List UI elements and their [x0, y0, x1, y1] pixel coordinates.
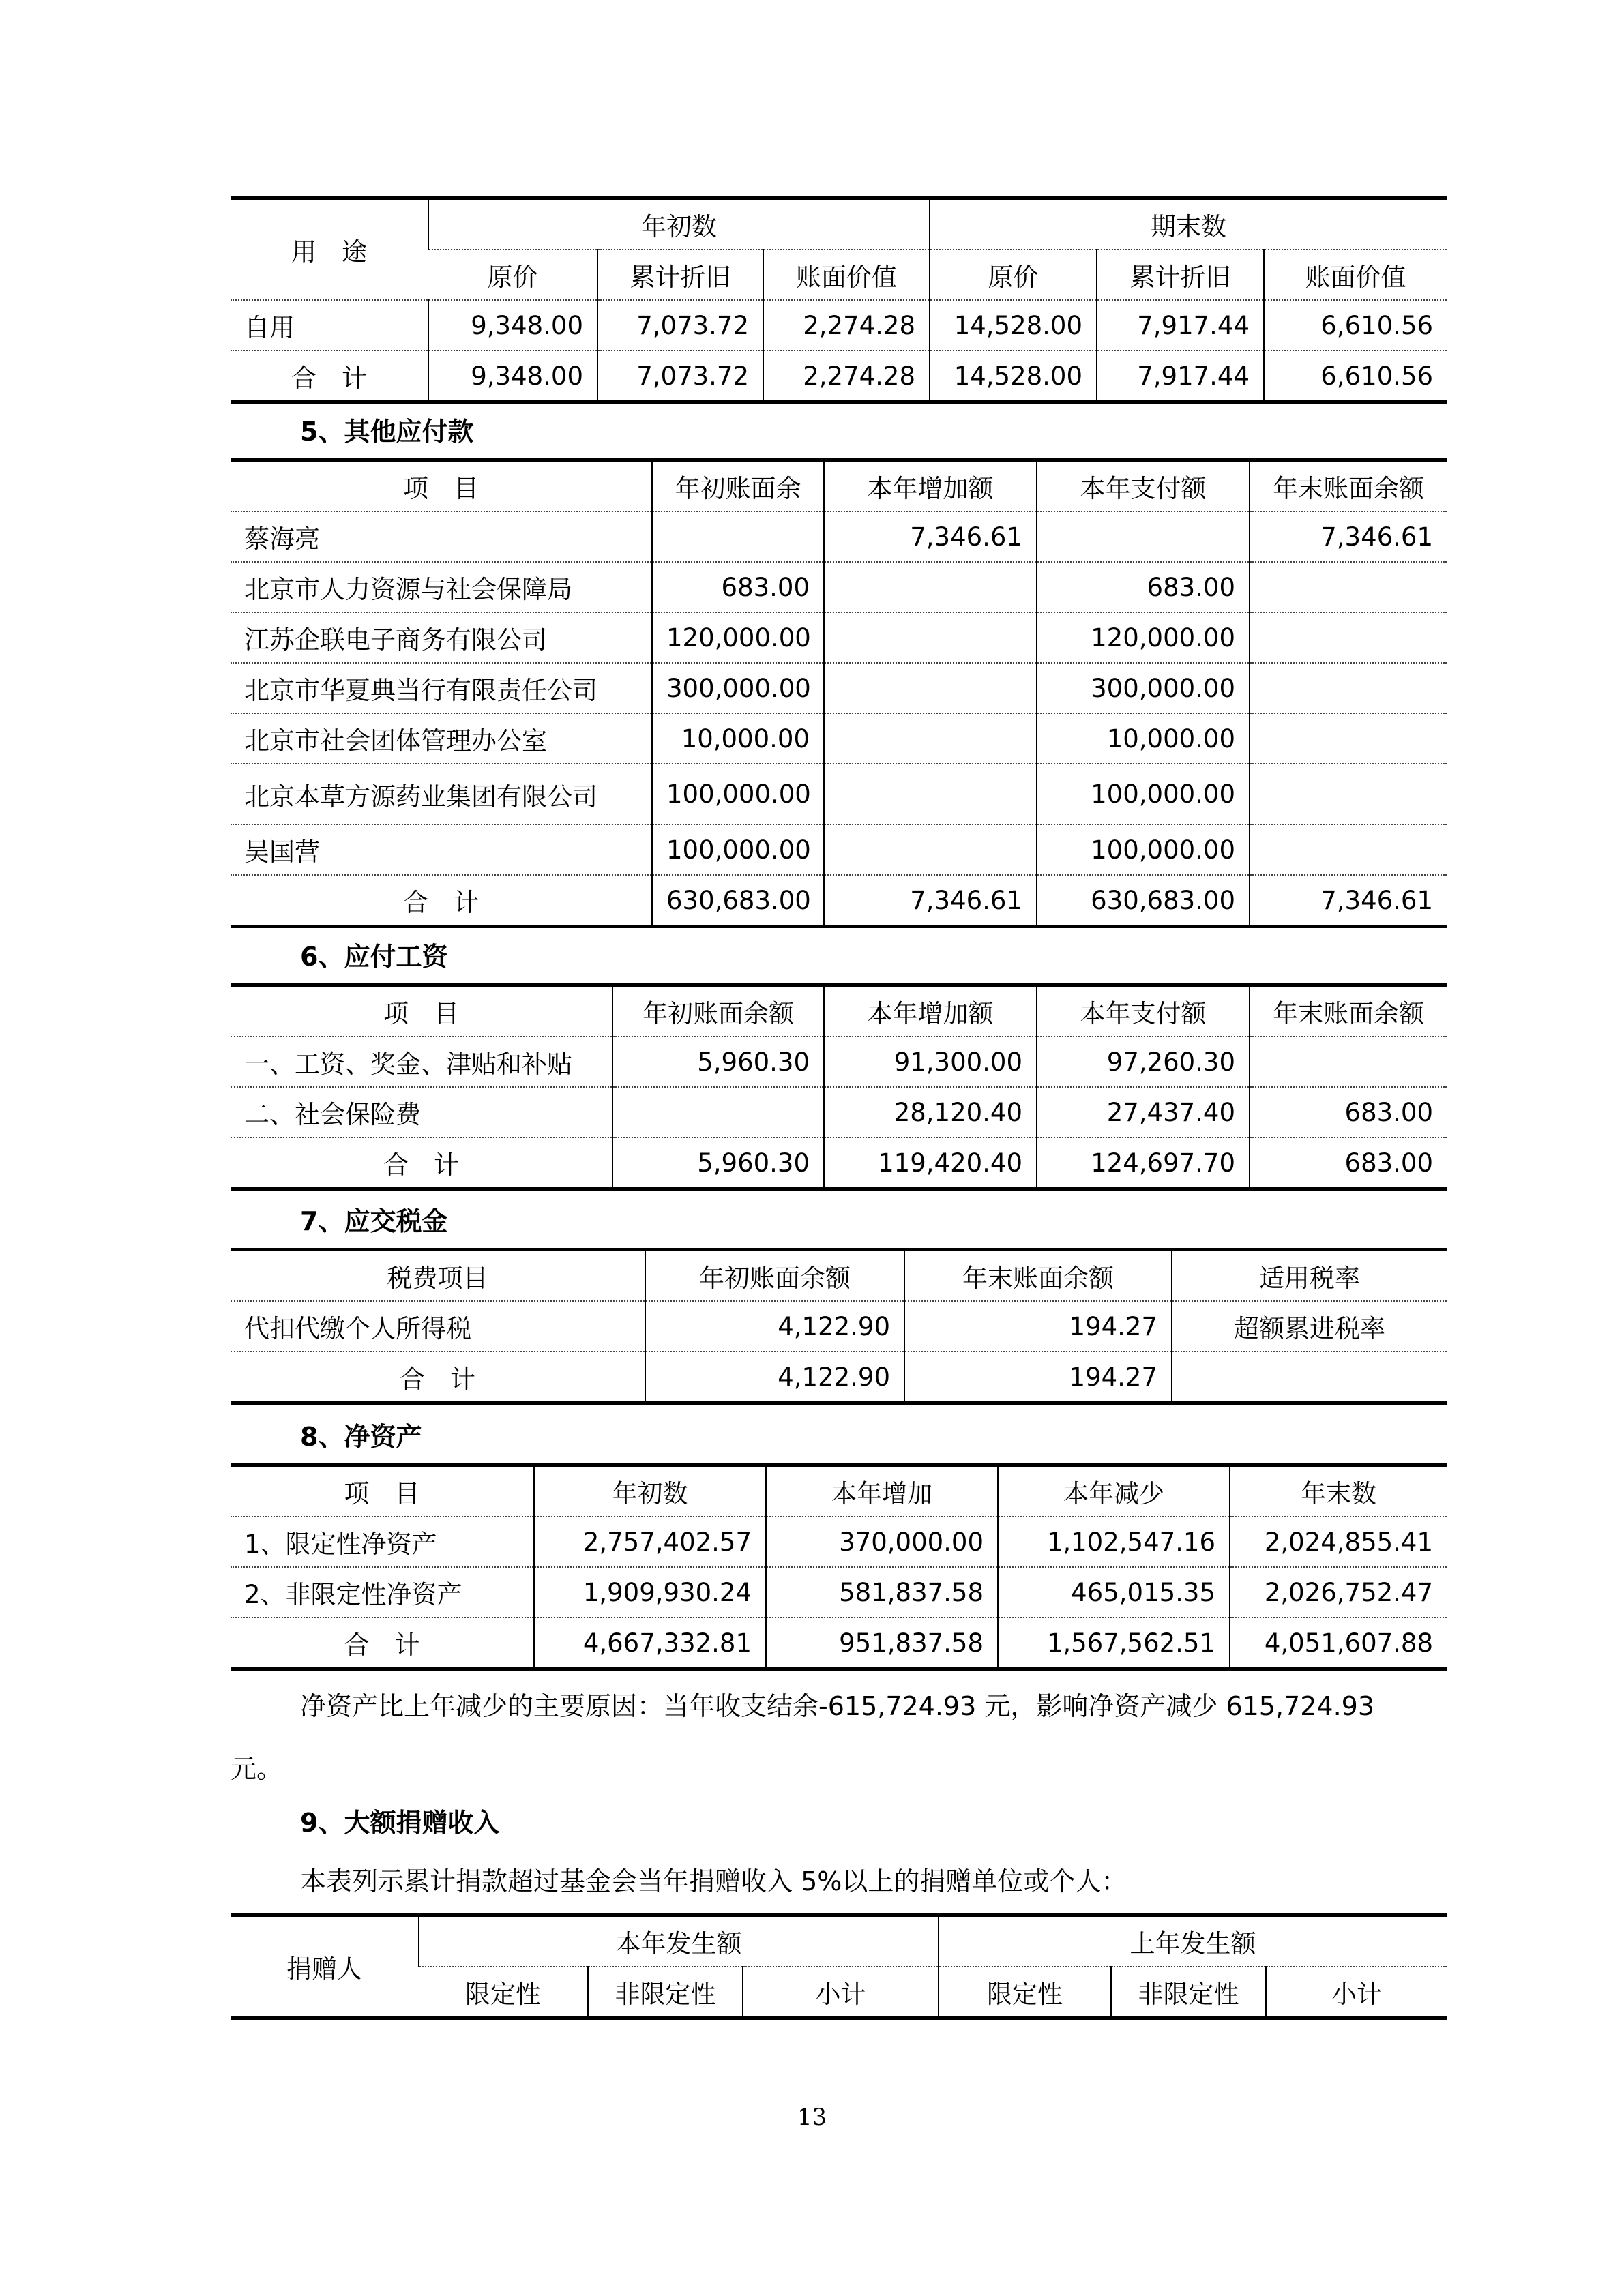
table-cell [1250, 764, 1447, 824]
row-label: 一、工资、奖金、津贴和补贴 [231, 1037, 612, 1087]
section-other-payables [231, 405, 1447, 928]
table-cell: 124,697.70 [1037, 1137, 1250, 1189]
section-wages-payable [231, 930, 1447, 1191]
table-cell: 120,000.00 [1037, 612, 1250, 663]
table-row [231, 1517, 1447, 1567]
table-cell: 194.27 [904, 1301, 1172, 1352]
net-assets-table [231, 1463, 1447, 1671]
table-row [231, 1037, 1447, 1087]
table-cell: 10,000.00 [652, 713, 824, 764]
total-label: 合 计 [383, 1150, 459, 1180]
table-cell [824, 824, 1037, 875]
subheader-cell: 非限定性 [588, 1967, 743, 2018]
header-period-end: 期末数 [930, 198, 1447, 250]
table-row [231, 1087, 1447, 1137]
table-cell: 100,000.00 [1037, 764, 1250, 824]
section-title: 8、净资产 [300, 1422, 422, 1452]
table-cell: 超额累进税率 [1172, 1301, 1447, 1352]
table-cell: 581,837.58 [766, 1567, 998, 1617]
table-row [231, 612, 1447, 663]
row-label: 蔡海亮 [231, 511, 652, 562]
header-last-year: 上年发生额 [939, 1915, 1447, 1967]
table-cell: 2,757,402.57 [534, 1517, 766, 1567]
row-label: 二、社会保险费 [231, 1087, 612, 1137]
subheader-cell: 累计折旧 [1097, 250, 1264, 300]
table-cell: 1,567,562.51 [998, 1617, 1230, 1669]
large-donations-table [231, 1913, 1447, 2020]
row-label: 2、非限定性净资产 [231, 1567, 534, 1617]
header-cell: 年末账面余额 [1250, 460, 1447, 512]
row-label: 代扣代缴个人所得税 [231, 1301, 645, 1352]
row-label: 北京市人力资源与社会保障局 [231, 562, 652, 612]
subheader-cell: 累计折旧 [597, 250, 763, 300]
table-cell: 630,683.00 [652, 875, 824, 927]
section-title: 9、大额捐赠收入 [300, 1808, 500, 1838]
total-row [231, 875, 1447, 927]
subheader-cell: 账面价值 [1264, 250, 1447, 300]
row-label: 1、限定性净资产 [231, 1517, 534, 1567]
table-cell: 119,420.40 [824, 1137, 1037, 1189]
subheader-cell: 限定性 [465, 1980, 541, 2009]
header-donor: 捐赠人 [231, 1915, 419, 2018]
table-row [231, 562, 1447, 612]
page-number: 13 [797, 2104, 827, 2131]
table-cell: 9,348.00 [428, 300, 597, 351]
total-row [231, 1617, 1447, 1669]
header-cell: 年初账面余额 [612, 985, 824, 1037]
table-cell: 683.00 [1250, 1137, 1447, 1189]
table-cell [1250, 1037, 1447, 1087]
table-cell: 4,667,332.81 [534, 1617, 766, 1669]
table-cell: 7,917.44 [1097, 351, 1264, 402]
table-cell: 2,274.28 [763, 351, 930, 402]
table-cell: 683.00 [652, 562, 824, 612]
header-year-begin: 年初数 [428, 198, 930, 250]
header-cell: 项 目 [231, 1465, 534, 1517]
header-cell: 本年减少 [998, 1465, 1230, 1517]
total-row [231, 1137, 1447, 1189]
section-large-donations [231, 1796, 1447, 2020]
row-label: 北京市华夏典当行有限责任公司 [231, 663, 652, 713]
header-cell: 项 目 [231, 985, 612, 1037]
header-use: 用 途 [231, 198, 428, 301]
total-label: 合 计 [344, 1630, 420, 1660]
subheader-cell: 小计 [1266, 1967, 1447, 2018]
table-cell: 14,528.00 [930, 300, 1097, 351]
table-cell: 951,837.58 [766, 1617, 998, 1669]
subheader-cell: 非限定性 [1111, 1967, 1266, 2018]
table-cell: 100,000.00 [652, 824, 824, 875]
subheader-cell: 账面价值 [763, 250, 930, 300]
section-taxes-payable [231, 1195, 1447, 1405]
header-cell: 本年增加额 [824, 460, 1037, 512]
table-cell: 683.00 [1250, 1087, 1447, 1137]
table-cell: 14,528.00 [930, 351, 1097, 402]
table-cell: 5,960.30 [612, 1037, 824, 1087]
subheader-cell: 原价 [930, 250, 1097, 300]
table-cell: 4,051,607.88 [1230, 1617, 1447, 1669]
table-cell: 100,000.00 [1037, 824, 1250, 875]
other-payables-table [231, 458, 1447, 928]
table-row [231, 511, 1447, 562]
table-cell: 2,026,752.47 [1230, 1567, 1447, 1617]
table-cell: 6,610.56 [1264, 351, 1447, 402]
table-cell: 7,073.72 [597, 351, 763, 402]
table-row [231, 764, 1447, 824]
table-cell: 28,120.40 [824, 1087, 1037, 1137]
table-cell: 683.00 [1037, 562, 1250, 612]
subheader-cell: 原价 [428, 250, 597, 300]
table-cell: 7,073.72 [597, 300, 763, 351]
table-cell: 2,274.28 [763, 300, 930, 351]
header-cell: 本年支付额 [1037, 460, 1250, 512]
section-title: 7、应交税金 [300, 1206, 448, 1236]
header-cell: 本年支付额 [1037, 985, 1250, 1037]
table-cell [824, 562, 1037, 612]
note-line-1: 净资产比上年减少的主要原因：当年收支结余-615,724.93 元，影响净资产减少 615,724.93 [300, 1691, 1375, 1721]
table-cell [824, 612, 1037, 663]
net-assets-note [231, 1675, 1447, 1800]
table-row [231, 824, 1447, 875]
table-cell: 6,610.56 [1264, 300, 1447, 351]
table-cell: 7,917.44 [1097, 300, 1264, 351]
note-line-2: 元。 [231, 1754, 283, 1784]
table-cell: 97,260.30 [1037, 1037, 1250, 1087]
header-cell: 年初数 [534, 1465, 766, 1517]
table-row [231, 1567, 1447, 1617]
fixed-asset-table [231, 196, 1447, 404]
table-cell: 120,000.00 [652, 612, 824, 663]
table-cell: 100,000.00 [652, 764, 824, 824]
table-cell: 300,000.00 [652, 663, 824, 713]
row-label: 自用 [231, 300, 428, 351]
table-cell: 1,102,547.16 [998, 1517, 1230, 1567]
table-row [231, 713, 1447, 764]
taxes-payable-table [231, 1248, 1447, 1405]
table-row [231, 663, 1447, 713]
table-row [231, 1301, 1447, 1352]
table-cell: 2,024,855.41 [1230, 1517, 1447, 1567]
section-title: 6、应付工资 [300, 942, 448, 972]
header-cell: 年末账面余额 [1250, 985, 1447, 1037]
table-cell: 465,015.35 [998, 1567, 1230, 1617]
total-label: 合 计 [400, 1365, 475, 1394]
table-cell [824, 713, 1037, 764]
table-cell: 7,346.61 [1250, 875, 1447, 927]
table-cell: 91,300.00 [824, 1037, 1037, 1087]
header-cell: 税费项目 [231, 1250, 645, 1302]
table-cell [1250, 713, 1447, 764]
table-cell: 27,437.40 [1037, 1087, 1250, 1137]
row-label: 吴国营 [231, 824, 652, 875]
header-this-year: 本年发生额 [419, 1915, 939, 1967]
table-cell: 300,000.00 [1037, 663, 1250, 713]
header-cell: 项 目 [231, 460, 652, 512]
fixed-asset-table-block [231, 196, 1447, 404]
table-cell [824, 764, 1037, 824]
table-cell: 370,000.00 [766, 1517, 998, 1567]
header-cell: 年末账面余额 [904, 1250, 1172, 1302]
total-row [231, 1352, 1447, 1403]
table-cell [1250, 824, 1447, 875]
table-cell: 630,683.00 [1037, 875, 1250, 927]
wages-payable-table [231, 983, 1447, 1191]
row-label: 北京市社会团体管理办公室 [231, 713, 652, 764]
table-row [231, 300, 1447, 351]
header-cell: 本年增加 [766, 1465, 998, 1517]
row-label: 北京本草方源药业集团有限公司 [231, 764, 652, 824]
header-cell: 适用税率 [1172, 1250, 1447, 1302]
row-label: 江苏企联电子商务有限公司 [231, 612, 652, 663]
table-cell [1250, 663, 1447, 713]
table-cell: 7,346.61 [1250, 511, 1447, 562]
table-cell: 194.27 [904, 1352, 1172, 1403]
table-cell: 5,960.30 [612, 1137, 824, 1189]
header-cell: 年末数 [1230, 1465, 1447, 1517]
section-net-assets [231, 1410, 1447, 1800]
table-cell: 7,346.61 [824, 875, 1037, 927]
table-cell [612, 1087, 824, 1137]
table-cell [1037, 511, 1250, 562]
total-row [231, 351, 1447, 402]
table-cell [1172, 1352, 1447, 1403]
donations-intro: 本表列示累计捐款超过基金会当年捐赠收入 5%以上的捐赠单位或个人： [300, 1866, 1127, 1896]
table-cell: 10,000.00 [1037, 713, 1250, 764]
table-cell: 1,909,930.24 [534, 1567, 766, 1617]
table-cell [652, 511, 824, 562]
table-cell: 4,122.90 [645, 1352, 904, 1403]
table-cell [1250, 562, 1447, 612]
section-title: 5、其他应付款 [300, 417, 474, 447]
header-cell: 本年增加额 [824, 985, 1037, 1037]
table-cell: 4,122.90 [645, 1301, 904, 1352]
table-cell [824, 663, 1037, 713]
table-cell [1250, 612, 1447, 663]
header-cell: 年初账面余 [652, 460, 824, 512]
total-label: 合 计 [291, 363, 367, 393]
subheader-cell: 限定性 [939, 1967, 1111, 2018]
header-cell: 年初账面余额 [645, 1250, 904, 1302]
total-label: 合 计 [403, 888, 479, 917]
table-cell: 7,346.61 [824, 511, 1037, 562]
subheader-cell: 小计 [743, 1967, 939, 2018]
table-cell: 9,348.00 [428, 351, 597, 402]
